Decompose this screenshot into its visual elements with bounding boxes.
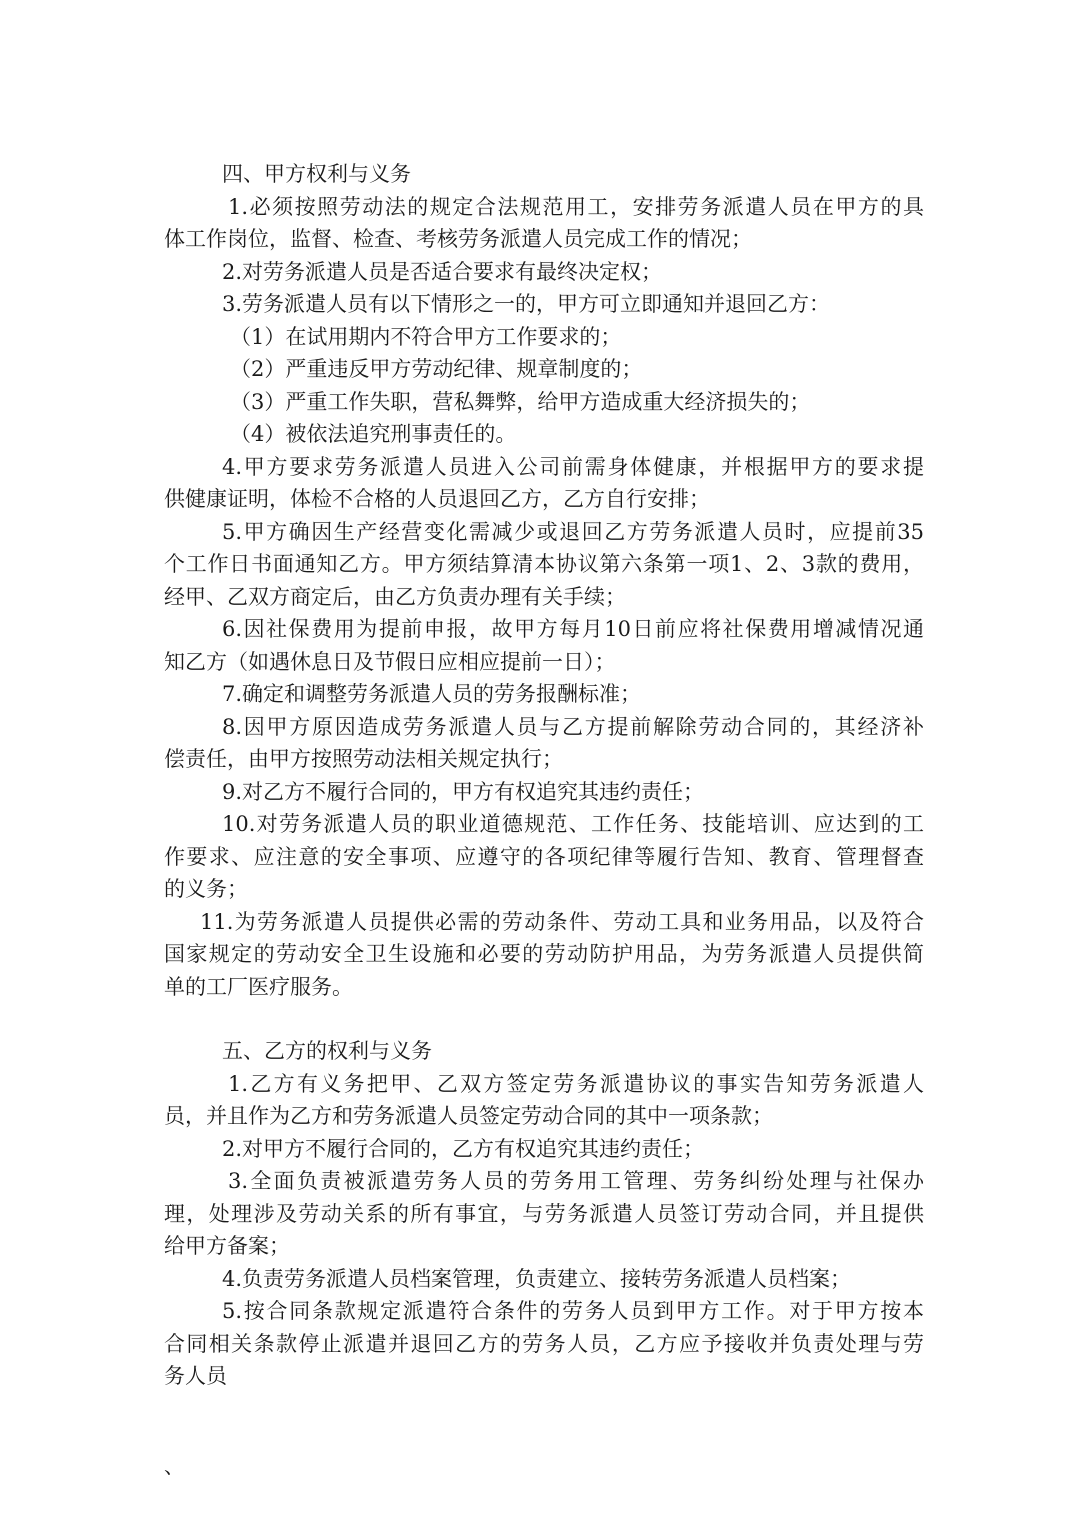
clause-4-1-line-1: 1.必须按照劳动法的规定合法规范用工，安排劳务派遣人员在甲方的具	[228, 194, 924, 219]
clause-5-3-line-2: 理，处理涉及劳动关系的所有事宜，与劳务派遣人员签订劳动合同，并且提供	[164, 1201, 924, 1226]
clause-5-5-line-3: 务人员	[164, 1364, 227, 1388]
clause-4-3-item-1: （1）在试用期内不符合甲方工作要求的；	[230, 324, 622, 349]
clause-4-6-line-1: 6.因社保费用为提前申报，故甲方每月10日前应将社保费用增减情况通	[222, 617, 924, 641]
clause-5-3-line-3: 给甲方备案；	[164, 1234, 290, 1258]
clause-5-3-line-1: 3.全面负责被派遣劳务人员的劳务用工管理、劳务纠纷处理与社保办	[228, 1169, 924, 1193]
clause-5-2: 2.对甲方不履行合同的，乙方有权追究其违约责任；	[222, 1136, 705, 1161]
clause-4-11-line-2: 国家规定的劳动安全卫生设施和必要的劳动防护用品，为劳务派遣人员提供简	[164, 942, 924, 966]
section-5-heading: 五、乙方的权利与义务	[222, 1039, 432, 1063]
clause-4-4-line-2: 供健康证明，体检不合格的人员退回乙方，乙方自行安排；	[164, 487, 710, 511]
document-page	[164, 158, 924, 1393]
clause-4-7: 7.确定和调整劳务派遣人员的劳务报酬标准；	[222, 682, 642, 706]
clause-4-2: 2.对劳务派遣人员是否适合要求有最终决定权；	[222, 259, 663, 284]
clause-5-5-line-1: 5.按合同条款规定派遣符合条件的劳务人员到甲方工作。对于甲方按本	[222, 1299, 924, 1323]
clause-4-10-line-3: 的义务；	[164, 877, 248, 901]
clause-4-5-line-2: 个工作日书面通知乙方。甲方须结算清本协议第六条第一项1、2、3款的费用，	[164, 552, 924, 576]
clause-4-3-item-3: （3）严重工作失职，营私舞弊，给甲方造成重大经济损失的；	[230, 389, 811, 414]
clause-5-4: 4.负责劳务派遣人员档案管理，负责建立、接转劳务派遣人员档案；	[222, 1266, 852, 1291]
clause-4-11-line-1: 11.为劳务派遣人员提供必需的劳动条件、劳动工具和业务用品，以及符合	[200, 909, 924, 934]
clause-5-1-line-1: 1.乙方有义务把甲、乙双方签定劳务派遣协议的事实告知劳务派遣人	[228, 1071, 924, 1096]
clause-4-8-line-1: 8.因甲方原因造成劳务派遣人员与乙方提前解除劳动合同的，其经济补	[222, 714, 924, 739]
clause-4-9: 9.对乙方不履行合同的，甲方有权追究其违约责任；	[222, 779, 705, 804]
clause-4-10-line-1: 10.对劳务派遣人员的职业道德规范、工作任务、技能培训、应达到的工	[222, 812, 924, 836]
section-gap	[164, 1003, 924, 1035]
footer-mark: 、	[164, 1454, 184, 1478]
clause-4-4-line-1: 4.甲方要求劳务派遣人员进入公司前需身体健康，并根据甲方的要求提	[222, 454, 924, 479]
clause-4-3-item-4: （4）被依法追究刑事责任的。	[230, 422, 517, 446]
clause-5-1-line-2: 员，并且作为乙方和劳务派遣人员签定劳动合同的其中一项条款；	[164, 1104, 773, 1128]
clause-4-5-line-1: 5.甲方确因生产经营变化需减少或退回乙方劳务派遣人员时，应提前35	[222, 519, 924, 544]
clause-5-5-line-2: 合同相关条款停止派遣并退回乙方的劳务人员，乙方应予接收并负责处理与劳	[164, 1331, 924, 1356]
clause-4-1-line-2: 体工作岗位，监督、检查、考核劳务派遣人员完成工作的情况；	[164, 227, 752, 251]
clause-4-3: 3.劳务派遣人员有以下情形之一的，甲方可立即通知并退回乙方：	[222, 292, 831, 316]
clause-4-11-line-3: 单的工厂医疗服务。	[164, 974, 353, 999]
clause-4-10-line-2: 作要求、应注意的安全事项、应遵守的各项纪律等履行告知、教育、管理督查	[164, 844, 924, 869]
clause-4-3-item-2: （2）严重违反甲方劳动纪律、规章制度的；	[230, 357, 643, 381]
clause-4-8-line-2: 偿责任，由甲方按照劳动法相关规定执行；	[164, 747, 563, 771]
section-4-heading: 四、甲方权利与义务	[222, 162, 411, 186]
clause-4-6-line-2: 知乙方（如遇休息日及节假日应相应提前一日）；	[164, 649, 616, 674]
clause-4-5-line-3: 经甲、乙双方商定后，由乙方负责办理有关手续；	[164, 584, 626, 609]
